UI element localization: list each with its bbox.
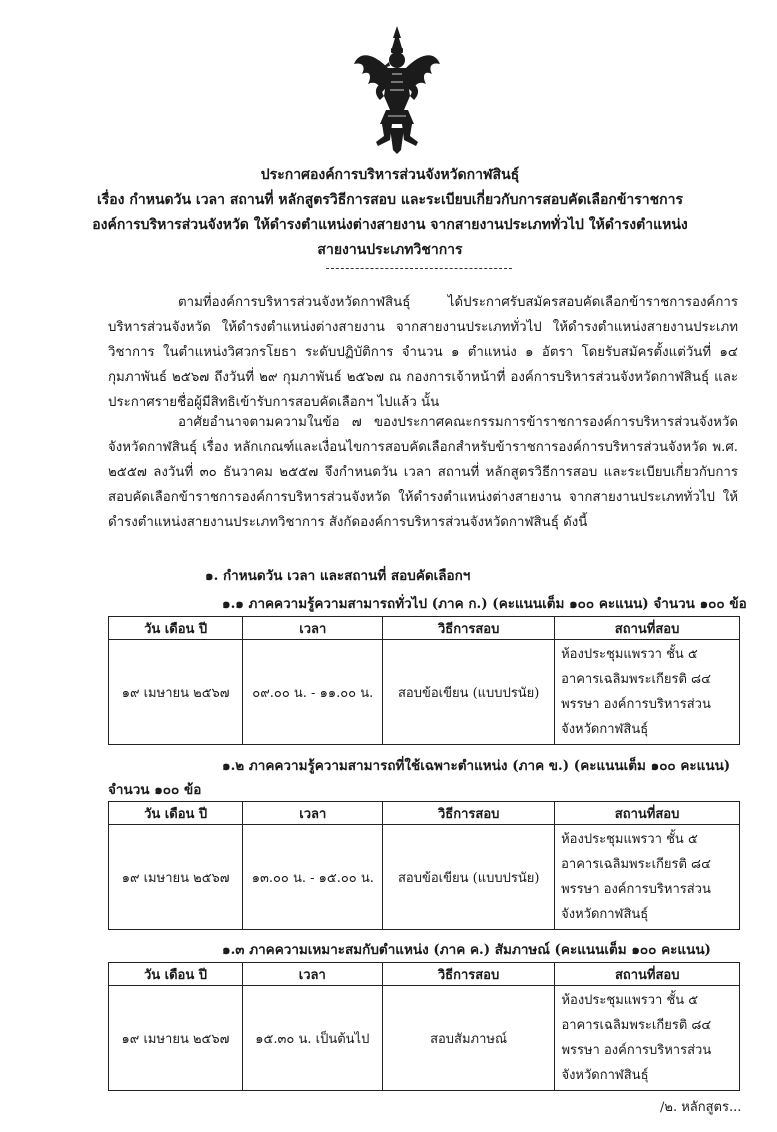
header-divider [326, 268, 512, 269]
section-1-1-heading: ๑.๑ ภาคความรู้ความสามารถทั่วไป (ภาค ก.) (คะแนนเต็ม ๑๐๐ คะแนน) จำนวน ๑๐๐ ข้อ [222, 596, 747, 612]
cell-place [555, 825, 740, 930]
cell-time: ๑๓.๐๐ น. - ๑๕.๐๐ น. [243, 825, 383, 930]
cell-time: ๐๙.๐๐ น. - ๑๑.๐๐ น. [243, 640, 383, 745]
body-paragraph-2-text: อาศัยอำนาจตามความในข้อ ๗ ของประกาศคณะกรรมการข้าราชการองค์การบริหารส่วนจังหวัดจังหวัดกาฬสินธุ์ เรื่อง หลักเกณฑ์และเงื่อนไขการสอบคัดเลือกสำหรับข้าราชการองค์การบริหารส่วนจังหวัด พ.ศ. ๒๕๕๗ ลงวันที่ ๓๐ ธันวาคม ๒๕๕๗ จึงกำหนดวัน เวลา สถานที่ หลักสูตรวิธีการสอบ และระเบียบเกี่ยวกับการสอบคัดเลือกข้าราชการองค์การบริหารส่วนจังหวัด ให้ดำรงตำแหน่งต่างสายงาน จากสายงานประเภททั่วไป ให้ดำรงตำแหน่งสายงานประเภทวิชาการ สังกัดองค์การบริหารส่วนจังหวัดกาฬสินธุ์ ดังนี้ [108, 415, 738, 530]
exam-schedule-table-part-c [108, 962, 740, 1091]
header-date: วัน เดือน ปี [109, 802, 243, 825]
announcement-subject-line-1: เรื่อง กำหนดวัน เวลา สถานที่ หลักสูตรวิธีการสอบ และระเบียบเกี่ยวกับการสอบคัดเลือกข้าราชการ [96, 192, 684, 208]
announcement-subject-line-2: องค์การบริหารส่วนจังหวัด ให้ดำรงตำแหน่งต่างสายงาน จากสายงานประเภททั่วไป ให้ดำรงตำแหน่ง [92, 217, 688, 233]
section-1-heading: ๑. กำหนดวัน เวลา และสถานที่ สอบคัดเลือกฯ [205, 568, 471, 584]
place-line: ห้องประชุมแพรวา ชั้น ๕ [561, 993, 699, 1008]
header-time: เวลา [243, 617, 383, 640]
table-row [109, 640, 740, 745]
header-method: วิธีการสอบ [383, 802, 555, 825]
body-paragraph-1-text: ตามที่องค์การบริหารส่วนจังหวัดกาฬสินธุ์ ได้ประกาศรับสมัครสอบคัดเลือกข้าราชการองค์การบริหารส่วนจังหวัด ให้ดำรงตำแหน่งต่างสายงาน จากสายงานประเภททั่วไป ให้ดำรงตำแหน่งสายงานประเภทวิชาการ ในตำแหน่งวิศวกรโยธา ระดับปฏิบัติการ จำนวน ๑ ตำแหน่ง ๑ อัตรา โดยรับสมัครตั้งแต่วันที่ ๑๔ กุมภาพันธ์ ๒๕๖๗ ถึงวันที่ ๒๙ กุมภาพันธ์ ๒๕๖๗ ณ กองการเจ้าหน้าที่ องค์การบริหารส่วนจังหวัดกาฬสินธุ์ และประกาศรายชื่อผู้มีสิทธิเข้ารับการสอบคัดเลือกฯ ไปแล้ว นั้น [108, 295, 738, 410]
header-date: วัน เดือน ปี [109, 617, 243, 640]
cell-date: ๑๙ เมษายน ๒๕๖๗ [109, 825, 243, 930]
place-line: อาคารเฉลิมพระเกียรติ ๘๔ [561, 857, 711, 872]
announcement-subject-line-3: สายงานประเภทวิชาการ [317, 242, 463, 258]
place-line: จังหวัดกาฬสินธุ์ [561, 722, 649, 737]
cell-place [555, 640, 740, 745]
announcement-title: ประกาศองค์การบริหารส่วนจังหวัดกาฬสินธุ์ [260, 167, 520, 183]
section-1-2-heading: ๑.๒ ภาคความรู้ความสามารถที่ใช้เฉพาะตำแหน่ง (ภาค ข.) (คะแนนเต็ม ๑๐๐ คะแนน) [222, 758, 731, 774]
header-time: เวลา [242, 963, 382, 986]
header-method: วิธีการสอบ [383, 617, 555, 640]
place-line: ห้องประชุมแพรวา ชั้น ๕ [561, 832, 698, 847]
table-row [109, 825, 740, 930]
cell-method: สอบสัมภาษณ์ [382, 986, 555, 1091]
table-header-row [109, 963, 740, 986]
cell-place [555, 986, 740, 1091]
garuda-emblem-icon [352, 24, 442, 154]
place-line: จังหวัดกาฬสินธุ์ [561, 1068, 649, 1083]
place-line: พรรษา องค์การบริหารส่วน [561, 882, 711, 897]
cell-time: ๑๕.๓๐ น. เป็นต้นไป [242, 986, 382, 1091]
header-place: สถานที่สอบ [555, 617, 740, 640]
table-header-row [109, 617, 740, 640]
cell-date: ๑๙ เมษายน ๒๕๖๗ [109, 640, 243, 745]
place-line: พรรษา องค์การบริหารส่วน [561, 1043, 712, 1058]
exam-schedule-table-part-b [108, 801, 740, 930]
body-paragraph-1 [108, 290, 738, 415]
body-paragraph-2 [108, 410, 738, 535]
cell-method: สอบข้อเขียน (แบบปรนัย) [383, 640, 555, 745]
header-method: วิธีการสอบ [382, 963, 555, 986]
place-line: จังหวัดกาฬสินธุ์ [561, 907, 649, 922]
place-line: อาคารเฉลิมพระเกียรติ ๘๔ [561, 672, 711, 687]
header-place: สถานที่สอบ [555, 963, 740, 986]
section-1-2-heading-cont: จำนวน ๑๐๐ ข้อ [108, 782, 202, 798]
exam-schedule-table-part-a [108, 616, 740, 745]
place-line: พรรษา องค์การบริหารส่วน [561, 697, 711, 712]
header-time: เวลา [243, 802, 383, 825]
table-header-row [109, 802, 740, 825]
place-line: ห้องประชุมแพรวา ชั้น ๕ [561, 647, 698, 662]
cell-date: ๑๙ เมษายน ๒๕๖๗ [109, 986, 243, 1091]
header-date: วัน เดือน ปี [109, 963, 243, 986]
section-1-3-heading: ๑.๓ ภาคความเหมาะสมกับตำแหน่ง (ภาค ค.) สัมภาษณ์ (คะแนนเต็ม ๑๐๐ คะแนน) [222, 942, 711, 958]
page-continuation: /๒. หลักสูตร... [660, 1100, 742, 1115]
cell-method: สอบข้อเขียน (แบบปรนัย) [383, 825, 555, 930]
place-line: อาคารเฉลิมพระเกียรติ ๘๔ [561, 1018, 712, 1033]
table-row [109, 986, 740, 1091]
header-place: สถานที่สอบ [555, 802, 740, 825]
